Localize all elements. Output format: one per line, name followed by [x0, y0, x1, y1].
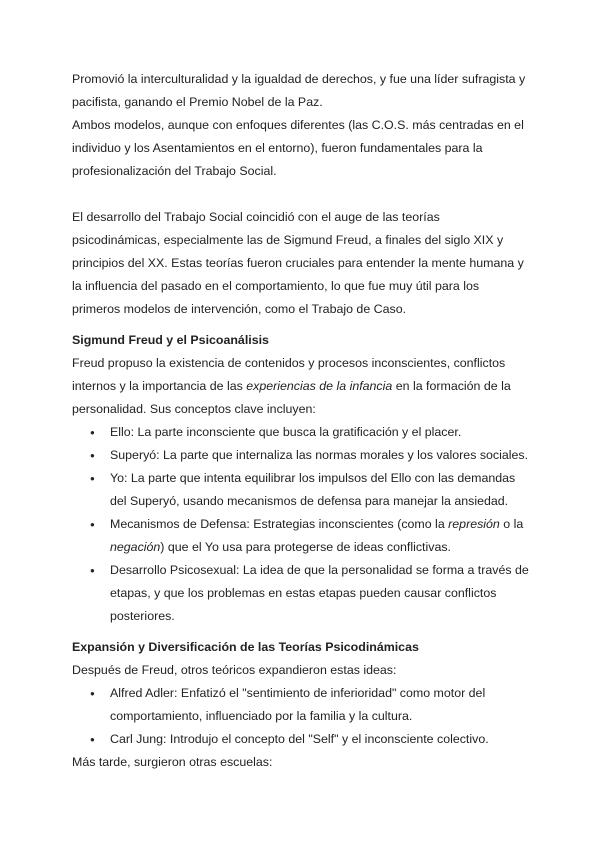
closing-paragraph: Más tarde, surgieron otras escuelas:: [72, 755, 273, 769]
freud-intro-paragraph: Freud propuso la existencia de contenidos y procesos inconscientes, conflictos internos y la importancia de las experiencias de la infancia en la formación de la personalidad. Sus conceptos clave incluyen:: [72, 356, 511, 416]
intro-paragraph-psychodynamic: El desarrollo del Trabajo Social coincidió con el auge de las teorías psicodinámicas, especialmente las de Sigmund Freud, a finales del siglo XIX y principios del XX. Estas teorías fueron cruciales para entender la mente humana y la influencia del pasado en el comportamiento, lo que fue muy útil para los primeros modelos de intervención, como el Trabajo de Caso.: [72, 210, 524, 316]
list-item-superyo: ● Superyó: La parte que internaliza las normas morales y los valores sociales.: [110, 444, 530, 467]
expansion-list: [72, 682, 530, 751]
list-item-desarrollo: ● Desarrollo Psicosexual: La idea de que la personalidad se forma a través de etapas, y que los problemas en estas etapas pueden causar conflictos posteriores.: [110, 559, 530, 628]
list-item-yo: ● Yo: La parte que intenta equilibrar los impulsos del Ello con las demandas del Superyó, usando mecanismos de defensa para manejar la ansiedad.: [110, 467, 530, 513]
paragraph-gap: [72, 183, 530, 206]
section-heading-freud: Sigmund Freud y el Psicoanálisis: [72, 333, 269, 347]
list-item-adler: ● Alfred Adler: Enfatizó el "sentimiento de inferioridad" como motor del comportamiento, influenciado por la familia y la cultura.: [110, 682, 530, 728]
intro-paragraph-addams: Promovió la interculturalidad y la igualdad de derechos, y fue una líder sufragista y pacifista, ganando el Premio Nobel de la Paz.: [72, 72, 526, 109]
freud-concepts-list: [72, 421, 530, 628]
expansion-intro-paragraph: Después de Freud, otros teóricos expandieron estas ideas:: [72, 663, 397, 677]
emphasis-negacion: negación: [110, 540, 161, 554]
list-item-ello: ● Ello: La parte inconsciente que busca la gratificación y el placer.: [110, 421, 530, 444]
list-item-mecanismos: ● Mecanismos de Defensa: Estrategias inconscientes (como la represión o la negación) que el Yo usa para protegerse de ideas conflictivas.: [110, 513, 530, 559]
emphasis-infancia: experiencias de la infancia: [246, 379, 393, 393]
emphasis-represion: represión: [448, 517, 500, 531]
intro-paragraph-models: Ambos modelos, aunque con enfoques diferentes (las C.O.S. más centradas en el individuo y los Asentamientos en el entorno), fueron fundamentales para la profesionalización del Trabajo Social.: [72, 118, 524, 178]
list-item-jung: ● Carl Jung: Introdujo el concepto del "Self" y el inconsciente colectivo.: [110, 728, 530, 751]
section-heading-expansion: Expansión y Diversificación de las Teorías Psicodinámicas: [72, 640, 419, 654]
